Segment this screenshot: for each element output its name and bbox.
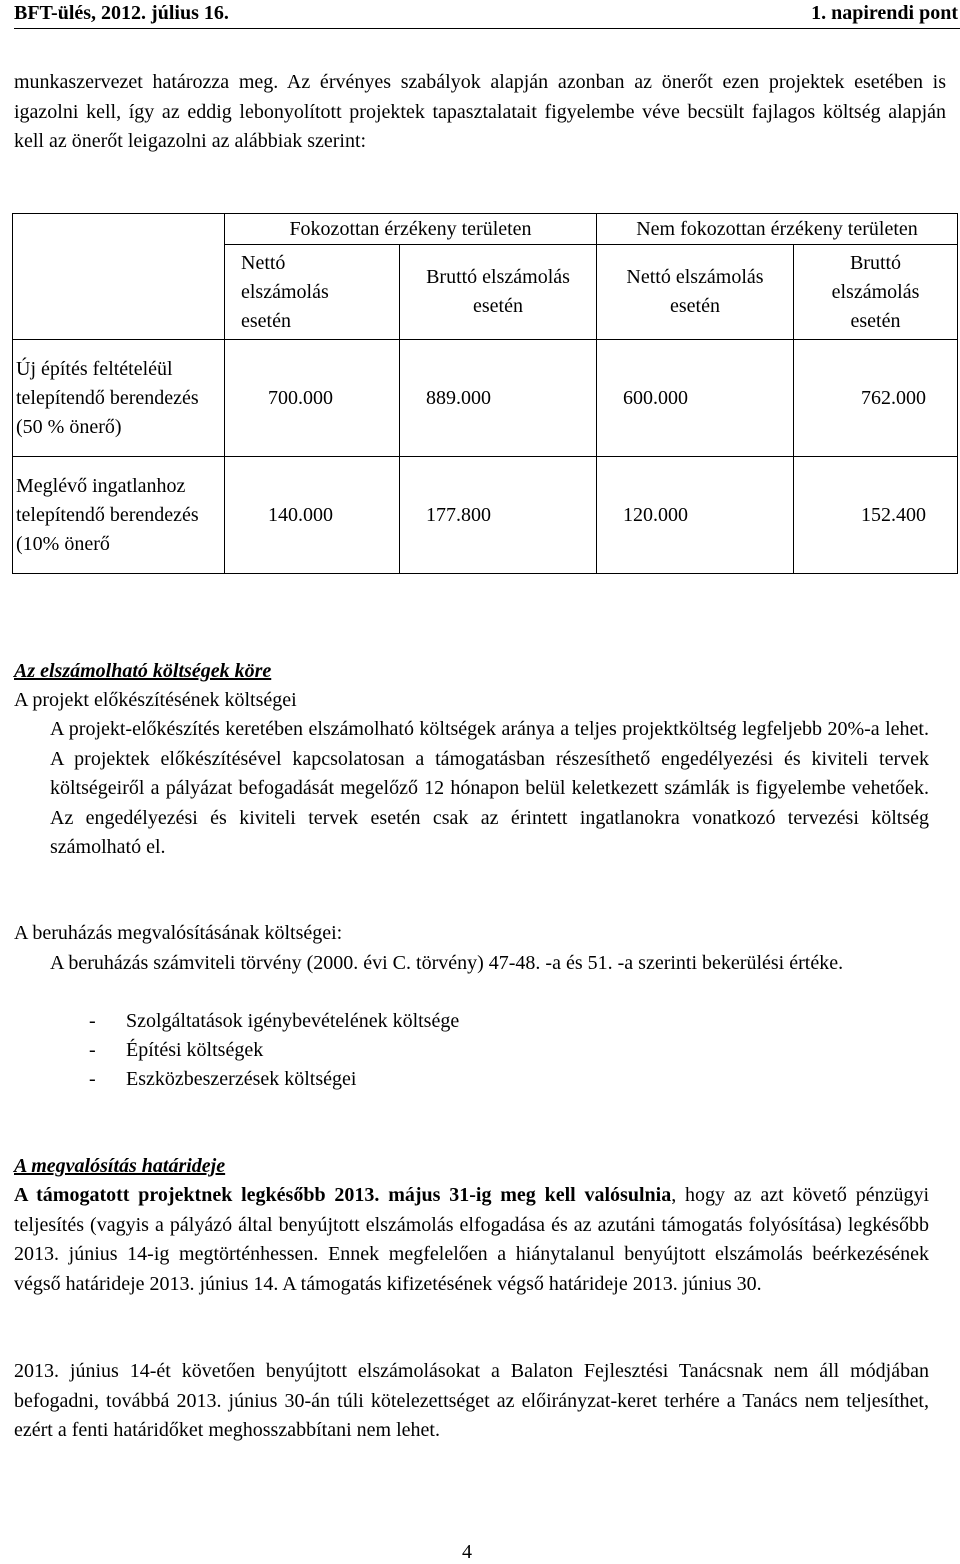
impl-costs-paragraph: A beruházás számviteli törvény (2000. évi C. törvény) 47-48. -a és 51. -a szerinti bekerülési értéke. xyxy=(50,952,844,974)
table-corner-cell xyxy=(13,214,225,340)
prep-costs-title: A projekt előkészítésének költségei xyxy=(14,689,297,711)
value-cell: 140.000 xyxy=(225,457,400,574)
prep-costs-paragraph: A projekt-előkészítés keretében elszámolható költségek aránya a teljes projektköltség legfeljebb 20%-a lehet. A projektek előkészítésével kapcsolatosan a támogatásban részesíthető engedélyezési és kiviteli tervek költségeiről a pályázat befogadását megelőző 12 hónapon belül keletkezett számlák is figyelembe vehetőek. Az engedélyezési és kiviteli tervek esetén csak az érintett ingatlanokra vonatkozó tervezési költség számolható el. xyxy=(50,718,929,858)
deadline-heading: A megvalósítás határideje xyxy=(14,1155,226,1177)
value-cell: 600.000 xyxy=(597,340,794,457)
deadline-bold-1: A támogatott projektnek legkésőbb 2013. xyxy=(14,1184,380,1206)
deadline-text: , hogy az azt követő pénzügyi teljesítés (vagyis a pályázó által benyújtott elszámolás elfogadása és az azutáni támogatás folyósítása) legkésőbb 2013. június 14-ig megtörténhessen. Ennek megfelelően a hiánytalanul benyújtott elszámolás beérkezésének végső határideje 2013. június 14. A támogatás kifizetésének végső határideje 2013. június 30. xyxy=(14,1184,930,1295)
header-agenda-item: 1. napirendi pont xyxy=(811,2,958,24)
list-item: Szolgáltatások igénybevételének költsége xyxy=(126,1010,460,1032)
page-number: 4 xyxy=(462,1541,472,1563)
own-contribution-table xyxy=(12,213,958,574)
impl-costs-title: A beruházás megvalósításának költségei: xyxy=(14,922,343,944)
list-dash: - xyxy=(89,1068,96,1090)
row-label-existing-property xyxy=(13,457,225,574)
value-cell: 177.800 xyxy=(400,457,597,574)
costs-heading: Az elszámolható költségek köre xyxy=(14,660,272,682)
col-header-net-1-text: Nettó elszámolás esetén xyxy=(241,251,329,332)
deadline-bold-2: május 31-ig meg kell valósulnia xyxy=(388,1184,672,1206)
col-header-gross-1-text: Bruttó elszámolás esetén xyxy=(426,266,570,317)
value-cell: 889.000 xyxy=(400,340,597,457)
col-header-gross-1 xyxy=(400,245,597,340)
deadline-paragraph xyxy=(14,1181,929,1299)
list-item: Eszközbeszerzések költségei xyxy=(126,1068,357,1090)
col-header-gross-2-text: Bruttó elszámolás esetén xyxy=(831,251,920,332)
col-header-net-2 xyxy=(597,245,794,340)
header-meeting-date: BFT-ülés, 2012. július 16. xyxy=(14,2,229,24)
value-cell: 700.000 xyxy=(225,340,400,457)
row-label-new-build xyxy=(13,340,225,457)
group-header-not-sensitive: Nem fokozottan érzékeny területen xyxy=(597,214,958,245)
value-cell: 762.000 xyxy=(794,340,958,457)
col-header-gross-2 xyxy=(794,245,958,340)
table-row xyxy=(13,457,958,574)
row-label-existing-property-text: Meglévő ingatlanhoz telepítendő berendezés (10% önerő xyxy=(16,474,199,555)
table-row xyxy=(13,340,958,457)
value-cell: 120.000 xyxy=(597,457,794,574)
page-header xyxy=(0,0,960,28)
deadline-extension-paragraph: 2013. június 14-ét követően benyújtott elszámolásokat a Balaton Fejlesztési Tanácsnak nem áll módjában befogadni, továbbá 2013. június 30-án túli kötelezettséget az előirányzat-keret terhére a Tanács nem teljesíthet, ezért a fenti határidőket meghosszabbítani nem lehet. xyxy=(14,1360,929,1441)
list-item: Építési költségek xyxy=(126,1039,264,1061)
group-header-sensitive: Fokozottan érzékeny területen xyxy=(225,214,597,245)
value-cell: 152.400 xyxy=(794,457,958,574)
list-dash: - xyxy=(89,1039,96,1061)
intro-paragraph: munkaszervezet határozza meg. Az érvényes szabályok alapján azonban az önerőt ezen projektek esetében is igazolni kell, így az eddig lebonyolított projektek tapasztalatait figyelembe véve becsült fajlagos költség alapján kell az önerőt leigazolni az alábbiak szerint: xyxy=(14,71,946,152)
col-header-net-1 xyxy=(225,245,400,340)
list-dash: - xyxy=(89,1010,96,1032)
header-divider xyxy=(14,28,960,29)
row-label-new-build-text: Új építés feltételéül telepítendő berendezés (50 % önerő) xyxy=(16,357,199,438)
col-header-net-2-text: Nettó elszámolás esetén xyxy=(626,266,764,317)
